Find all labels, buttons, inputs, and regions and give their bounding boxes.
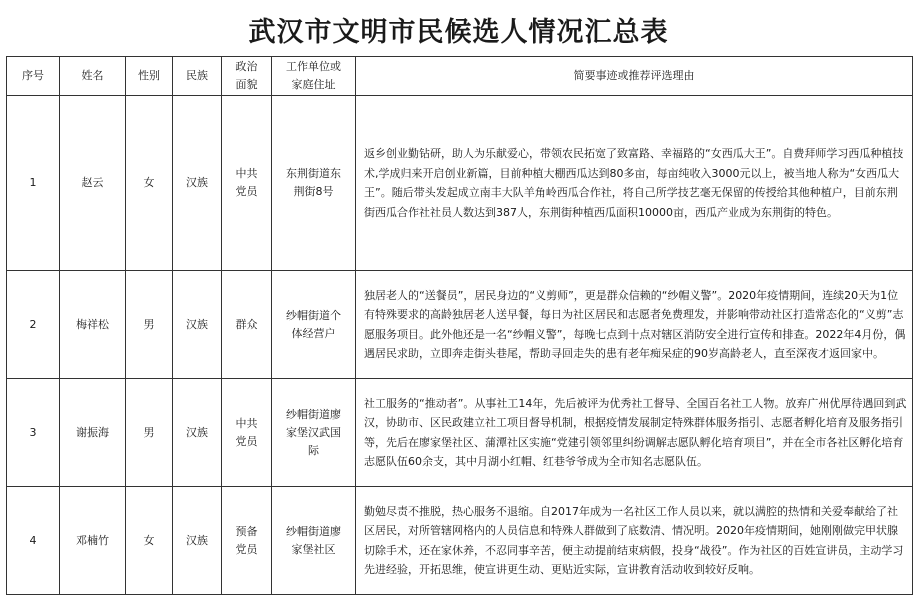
page-title: 武汉市文明市民候选人情况汇总表 [248, 17, 669, 48]
cell-ethnicity: 汉族 [173, 487, 222, 595]
header-gender: 性别 [126, 57, 173, 96]
cell-name: 谢振海 [60, 379, 126, 487]
table-row [7, 487, 913, 595]
header-political: 政治面貌 [222, 57, 272, 96]
cell-gender: 男 [126, 379, 173, 487]
cell-summary: 社工服务的“推动者”。从事社工14年，先后被评为优秀社工督导、全国百名社工人物。放弃广州优厚待遇回到武汉，协助市、区民政建立社工项目督导机制，根据疫情发展制定特殊群体服务指引、志愿者孵化培育及服务指引等，先后在廖家堡社区、蒲潭社区实施“党建引领邻里纠纷调解志愿队孵化培育项目”，并在全市各社区孵化培育志愿队伍60余支，其中月湖小红帽、红巷爷爷成为全市知名志愿队伍。 [356, 379, 913, 487]
cell-index: 4 [7, 487, 60, 595]
cell-summary: 返乡创业勤钻研，助人为乐献爱心，带领农民拓宽了致富路、幸福路的“女西瓜大王”。自费拜师学习西瓜种植技术,学成归来开启创业新篇，目前种植大棚西瓜达到80多亩，每亩纯收入3000元以上，被当地人称为“女西瓜大王”。随后带头发起成立南丰大队羊角岭西瓜合作社，将自己所学技艺毫无保留的传授给其他种植户，目前东荆街西瓜合作社社员人数达到387人，东荆街种植西瓜面积10000亩，西瓜产业成为东荆街的特色。 [356, 96, 913, 271]
header-index: 序号 [7, 57, 60, 96]
table-row [7, 271, 913, 379]
cell-index: 3 [7, 379, 60, 487]
cell-political: 预备党员 [222, 487, 272, 595]
cell-ethnicity: 汉族 [173, 271, 222, 379]
candidate-table [6, 56, 913, 595]
cell-name: 赵云 [60, 96, 126, 271]
cell-workplace: 纱帽街道个体经营户 [272, 271, 356, 379]
cell-gender: 男 [126, 271, 173, 379]
cell-workplace: 纱帽街道廖家堡社区 [272, 487, 356, 595]
cell-political: 中共党员 [222, 379, 272, 487]
cell-index: 2 [7, 271, 60, 379]
cell-summary: 勤勉尽责不推脱，热心服务不退缩。自2017年成为一名社区工作人员以来，就以满腔的热情和关爱奉献给了社区居民，对所管辖网格内的人员信息和特殊人群做到了底数清、情况明。2020年疫情期间，她刚刚做完甲状腺切除手术，还在家休养，不忍同事辛苦，便主动提前结束病假，投身“战役”。作为社区的百姓宣讲员，主动学习先进经验，开拓思维，使宣讲更生动、更贴近实际，宣讲教育活动收到较好反响。 [356, 487, 913, 595]
cell-name: 邓楠竹 [60, 487, 126, 595]
cell-name: 梅祥松 [60, 271, 126, 379]
header-ethnicity: 民族 [173, 57, 222, 96]
cell-ethnicity: 汉族 [173, 96, 222, 271]
cell-political: 中共党员 [222, 96, 272, 271]
cell-gender: 女 [126, 96, 173, 271]
header-workplace: 工作单位或家庭住址 [272, 57, 356, 96]
table-row [7, 379, 913, 487]
cell-gender: 女 [126, 487, 173, 595]
table-row [7, 96, 913, 271]
table-header-row [7, 57, 913, 96]
header-name: 姓名 [60, 57, 126, 96]
cell-workplace: 纱帽街道廖家堡汉武国际 [272, 379, 356, 487]
cell-index: 1 [7, 96, 60, 271]
header-summary: 简要事迹或推荐评选理由 [356, 57, 913, 96]
cell-political: 群众 [222, 271, 272, 379]
cell-summary: 独居老人的“送餐员”，居民身边的“义剪师”，更是群众信赖的“纱帽义警”。2020年疫情期间，连续20天为1位有特殊要求的高龄独居老人送早餐，每日为社区居民和志愿者免费理发，并影响带动社区打造常态化的“义剪”志愿服务项目。此外他还是一名“纱帽义警”，每晚七点到十点对辖区消防安全进行宣传和排查。2022年4月份，偶遇居民求助，立即奔走街头巷尾，帮助寻回走失的患有老年痴呆症的90岁高龄老人，直至深夜才返回家中。 [356, 271, 913, 379]
cell-workplace: 东荆街道东荆街8号 [272, 96, 356, 271]
cell-ethnicity: 汉族 [173, 379, 222, 487]
